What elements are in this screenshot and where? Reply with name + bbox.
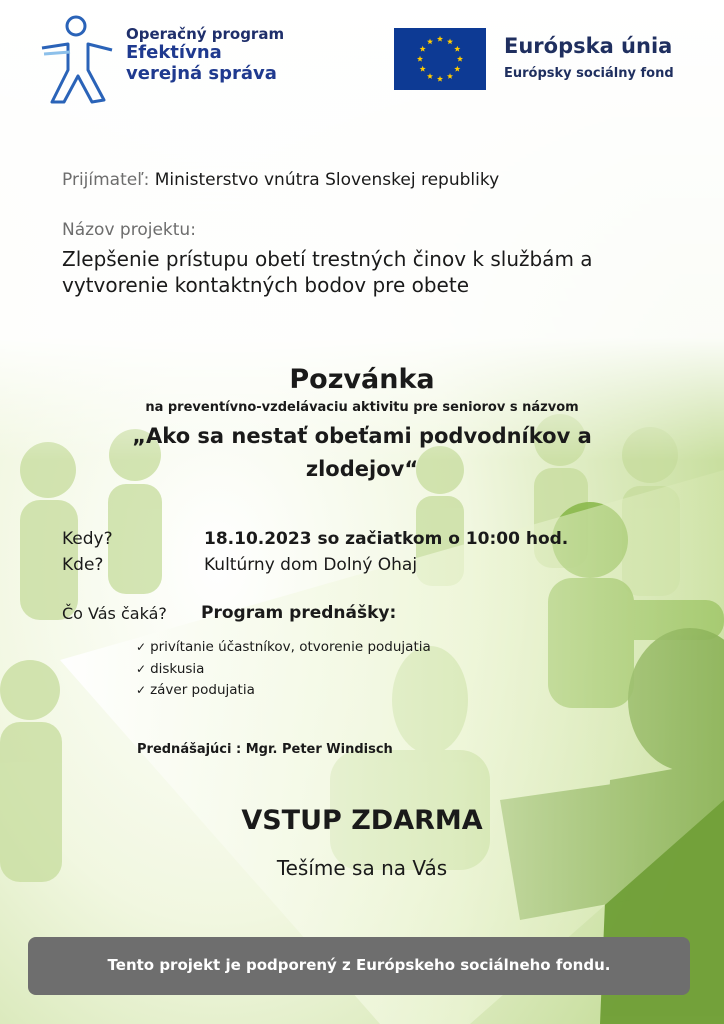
event-name: „Ako sa nestať obeťami podvodníkov a zlodejov“ bbox=[132, 424, 592, 481]
closing-line: Tešíme sa na Vás bbox=[276, 856, 448, 880]
when-value: 18.10.2023 so začiatkom o 10:00 hod. bbox=[204, 529, 569, 549]
program-question: Čo Vás čaká? bbox=[62, 604, 167, 623]
where-label: Kde? bbox=[62, 555, 104, 575]
program-list bbox=[136, 637, 431, 702]
where-value: Kultúrny dom Dolný Ohaj bbox=[204, 555, 418, 575]
recipient-value: Ministerstvo vnútra Slovenskej republiky bbox=[154, 170, 500, 190]
program-title: Program prednášky: bbox=[201, 603, 397, 623]
lecturer: Prednášajúci : Mgr. Peter Windisch bbox=[137, 742, 393, 757]
op-program-label: Operačný program bbox=[126, 25, 285, 43]
project-name: Zlepšenie prístupu obetí trestných činov k službám a vytvorenie kontaktných bodov pre obete bbox=[62, 247, 593, 297]
when-label: Kedy? bbox=[62, 529, 113, 549]
op-logo-text bbox=[126, 26, 284, 85]
eu-subtitle: Európsky sociálny fond bbox=[504, 66, 674, 81]
op-program-name-line2: verejná správa bbox=[126, 62, 277, 84]
recipient-label: Prijímateľ: bbox=[62, 170, 150, 190]
free-entry-heading: VSTUP ZDARMA bbox=[241, 805, 483, 836]
op-program-name-line1: Efektívna bbox=[126, 42, 222, 64]
eu-title: Európska únia bbox=[504, 34, 673, 58]
program-item: ✓ privítanie účastníkov, otvorenie podujatia bbox=[136, 637, 431, 659]
op-logo-figure-icon bbox=[34, 14, 116, 106]
invitation-title: Pozvánka bbox=[289, 364, 435, 395]
program-item: ✓ diskusia bbox=[136, 659, 431, 681]
program-item: ✓ záver podujatia bbox=[136, 680, 431, 702]
eu-flag-icon bbox=[394, 28, 486, 90]
footer-bar bbox=[28, 937, 690, 995]
recipient-line bbox=[62, 170, 499, 190]
footer-text: Tento projekt je podporený z Európskeho sociálneho fondu. bbox=[107, 956, 611, 974]
invitation-subtitle: na preventívno-vzdelávaciu aktivitu pre seniorov s názvom bbox=[145, 400, 579, 415]
project-label: Názov projektu: bbox=[62, 220, 196, 240]
